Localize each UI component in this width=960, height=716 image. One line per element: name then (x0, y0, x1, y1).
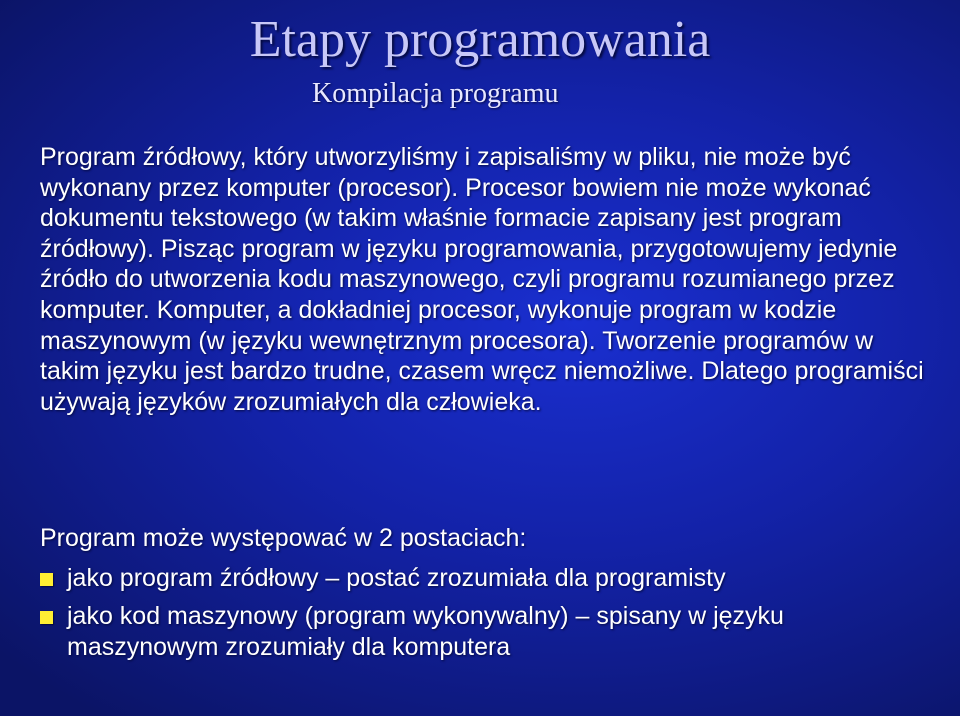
square-bullet-icon (40, 573, 53, 586)
list-item (40, 601, 920, 663)
slide-subtitle: Kompilacja programu (312, 78, 559, 109)
bullet-text: jako kod maszynowy (program wykonywalny) – spisany w języku maszynowym zrozumiały dla komputera (67, 602, 784, 661)
bullet-list (40, 563, 920, 670)
body-paragraph: Program źródłowy, który utworzyliśmy i zapisaliśmy w pliku, nie może być wykonany przez komputer (procesor). Procesor bowiem nie może wykonać dokumentu tekstowego (w takim właśnie formacie zapisany jest program źródłowy). Pisząc program w języku programowania, przygotowujemy jedynie źródło do utworzenia kodu maszynowego, czyli programu rozumianego przez komputer. Komputer, a dokładniej procesor, wykonuje program w kodzie maszynowym (w języku wewnętrznym procesora). Tworzenie programów w takim języku jest bardzo trudne, czasem wręcz niemożliwe. Dlatego programiści używają języków zrozumiałych dla człowieka. (40, 143, 924, 416)
forms-intro: Program może występować w 2 postaciach: (40, 524, 527, 552)
square-bullet-icon (40, 611, 53, 624)
list-item (40, 563, 920, 594)
slide-title: Etapy programowania (249, 11, 711, 68)
bullet-text: jako program źródłowy – postać zrozumiała dla programisty (67, 564, 726, 592)
